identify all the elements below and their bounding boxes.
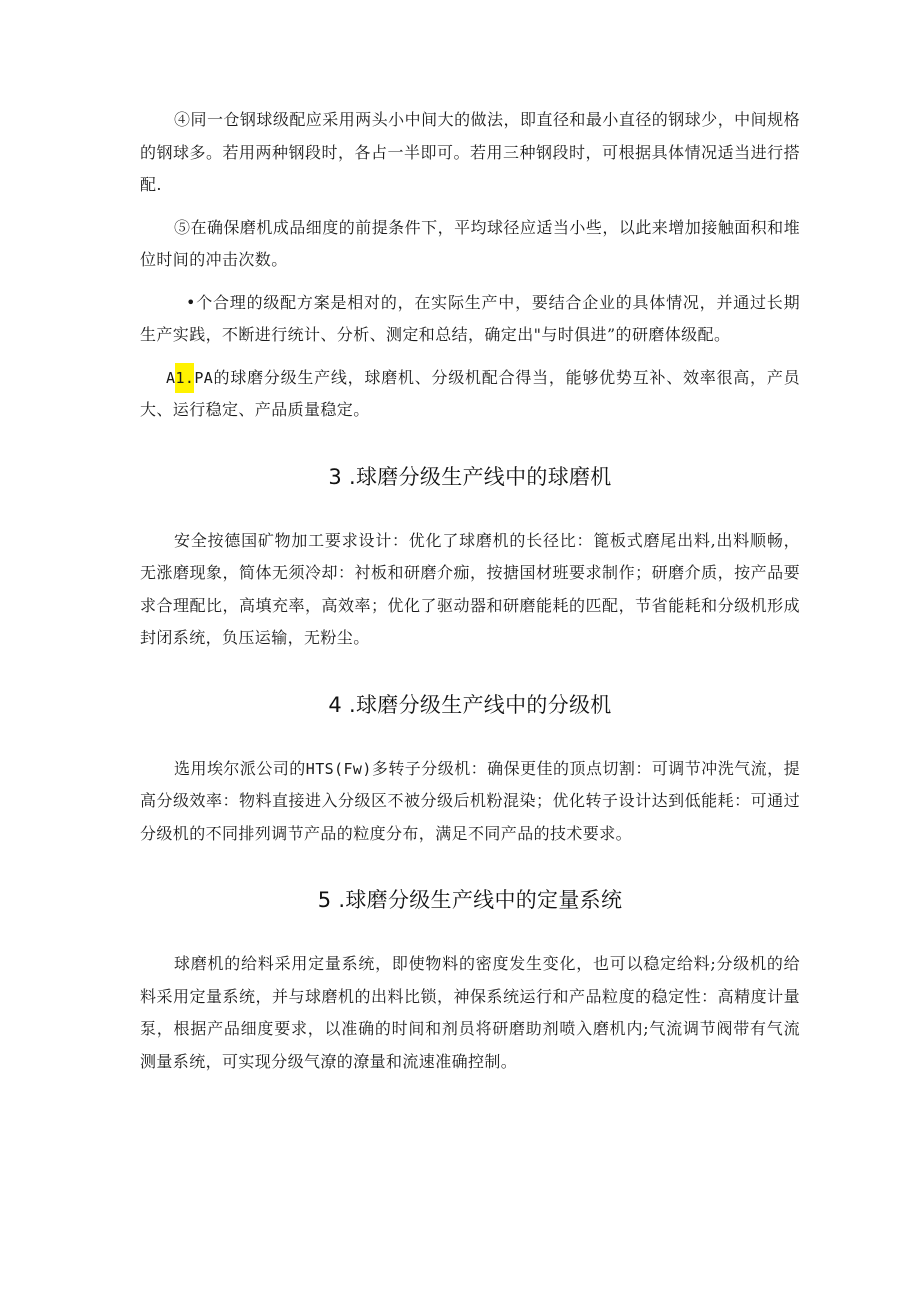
section-heading-ball-mill: 3 .球磨分级生产线中的球磨机 [328, 464, 612, 489]
section-heading-dosing-system: 5 .球磨分级生产线中的定量系统 [317, 888, 623, 912]
lead-code: PA [194, 368, 214, 387]
section-heading-classifier: 4 .球磨分级生产线中的分级机 [328, 692, 612, 717]
highlighted-text: 1. [175, 363, 194, 393]
paragraph-prefix: 选用埃尔派公司的 [174, 758, 306, 778]
paragraph-rest: 多转子分级机：确保更佳的顶点切割：可调节冲洗气流，提高分级效率：物料直接进入分级区不被分级后机粉混染；优化转子设计达到低能耗：可通过分级机的不同排列调节产品的粒度分布，满足不同产品的技术要求。 [140, 758, 800, 843]
lead-prefix: A [166, 368, 176, 387]
paragraph-ball-grading-rule: ④同一仓钢球级配应采用两头小中间大的做法，即直径和最小直径的钢球少，中间规格的钢球多。若用两种钢段时，各占一半即可。若用三种钢段时，可根据具体情况适当进行搭配. [140, 110, 800, 194]
paragraph-dosing-system: 球磨机的给料采用定量系统，即使物料的密度发生变化，也可以稳定给料;分级机的给料采用定量系统，并与球磨机的出料比锁，神保系统运行和产品粒度的稳定性：高精度计量泵，根据产品细度要求，以准确的时间和剂员将研磨助剂喷入磨机内;气流调节阀带有气流测量系统，可实现分级气潦的潦量和流速准确控制。 [140, 954, 800, 1071]
paragraph-production-line-summary [140, 362, 800, 427]
paragraph-rest: 的球磨分级生产线，球磨机、分级机配合得当，能够优势互补、效率很高，产员大、运行稳定、产品质量稳定。 [140, 367, 800, 419]
model-code: HTS(Fw) [305, 759, 372, 778]
paragraph-grading-scheme: •个合理的级配方案是相对的，在实际生产中，要结合企业的具体情况，并通过长期生产实践，不断进行统计、分析、测定和总结，确定出"与时俱进”的研磨体级配。 [140, 292, 800, 344]
document-page [140, 104, 800, 1088]
paragraph-ball-mill: 安全按德国矿物加工要求设计：优化了球磨机的长径比：篦板式磨尾出料,出料顺畅，无涨磨现象，简体无须冷却：衬板和研磨介痂，按搪国材班要求制作；研磨介质，按产品要求合理配比，高填充率，高效率；优化了驱动器和研磨能耗的匹配，节省能耗和分级机形成封闭系统，负压运输，无粉尘。 [140, 530, 800, 647]
paragraph-classifier [140, 753, 800, 851]
paragraph-average-ball-size: ⑤在确保磨机成品细度的前提条件下，平均球径应适当小些，以此来增加接触面积和堆位时间的冲击次数。 [140, 217, 800, 269]
